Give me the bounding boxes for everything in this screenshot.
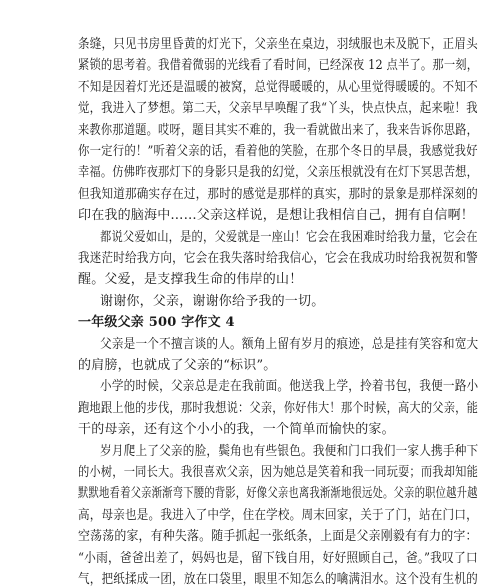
body-text-line: 默默地看着父亲渐渐弯下腰的背影，好像父亲也离我渐渐地很远处。父亲的职位越升越 [78,486,478,501]
body-text-line: 印在我的脑海中……父亲这样说，是想让我相信自己，拥有自信啊！ [78,208,475,223]
body-text-line: 跑地跟上他的步伐，那时我想说：父亲，你好伟大！那个时候，高大的父亲，能 [78,401,479,416]
body-text-line: 高，母亲也是。我进入了中学，住在学校。周末回家，关于了门，站在门口， [78,508,478,523]
body-text-line: “小雨，爸爸出差了，妈妈也是，留下钱自用，好好照顾自己，爸。”我叹了口 [78,551,478,566]
paragraph-start-line: 谢谢你，父亲，谢谢你给予我的一切。 [100,294,325,309]
paragraph-start-line: 父亲是一个不擅言谈的人。额角上留有岁月的痕迹，总是挂有笑容和宽大 [100,337,479,352]
body-text-line: 不知是因着灯光还是温暖的被窝，总觉得暖暖的，从心里觉得暖暖的。不知不 [78,80,478,95]
body-text-line: 的肩膀，也就成了父亲的“标识”。 [78,358,277,373]
paragraph-start-line: 小学的时候，父亲总是走在我前面。他送我上学，拎着书包，我便一路小 [100,379,479,394]
paragraph-start-line: 都说父爱如山，是的，父爱就是一座山！它会在我困难时给我力量，它会在 [100,230,478,245]
body-text-line: 的小树，一同长大。我很喜欢父亲，因为她总是笑着和我一同玩耍；而我却知能 [78,465,479,480]
paragraph-start-line: 岁月爬上了父亲的脸，鬓角也有些银色。我便和门口我们一家人携手种下 [100,444,479,459]
body-text-line: 紧锁的思考着。我借着微弱的光线看了看时间，已经深夜 12 点半了。那一刻， [78,58,479,73]
body-text-line: 空荡荡的家，有种失落。随手抓起一张纸条，上面是父亲刚毅有有力的字： [78,529,478,544]
body-text-line: 觉，我进入了梦想。第二天，父亲早早唤醒了我“丫头，快点快点，起来啦！我 [78,101,478,116]
body-text-line: 你一定行的！”听着父亲的话，看着他的笑脸，在那个冬日的早晨，我感觉我好 [78,144,478,159]
body-text-line: 来教你那道题。哎呀，题目其实不难的，我一看就做出来了，我来告诉你思路， [78,123,479,138]
body-text-line: 幸福。仿佛昨夜那灯下的身影只是我的幻觉，父亲压根就没有在灯下冥思苦想， [78,165,479,180]
body-text-line: 我迷茫时给我方向，它会在我失落时给我信心，它会在我成功时给我祝贺和警 [78,251,478,266]
body-text-line: 干的母亲，还有这个小小的我，一个简单而愉快的家。 [78,422,395,437]
body-text-line: 醒。父爱，是支撑我生命的伟岸的山！ [78,272,303,287]
body-text-line: 气，把纸揉成一团，放在口袋里，眼里不知怎么的噙满泪水。这个没有生机的 [78,572,478,587]
body-text-line: 但我知道那确实存在过，那时的感觉是那样的真实，那时的景象是那样深刻的 [78,187,478,202]
body-text-line: 条缝，只见书房里昏黄的灯光下，父亲坐在桌边，羽绒服也未及脱下，正眉头 [78,37,478,52]
section-heading: 一年级父亲 500 字作文 4 [78,315,235,330]
